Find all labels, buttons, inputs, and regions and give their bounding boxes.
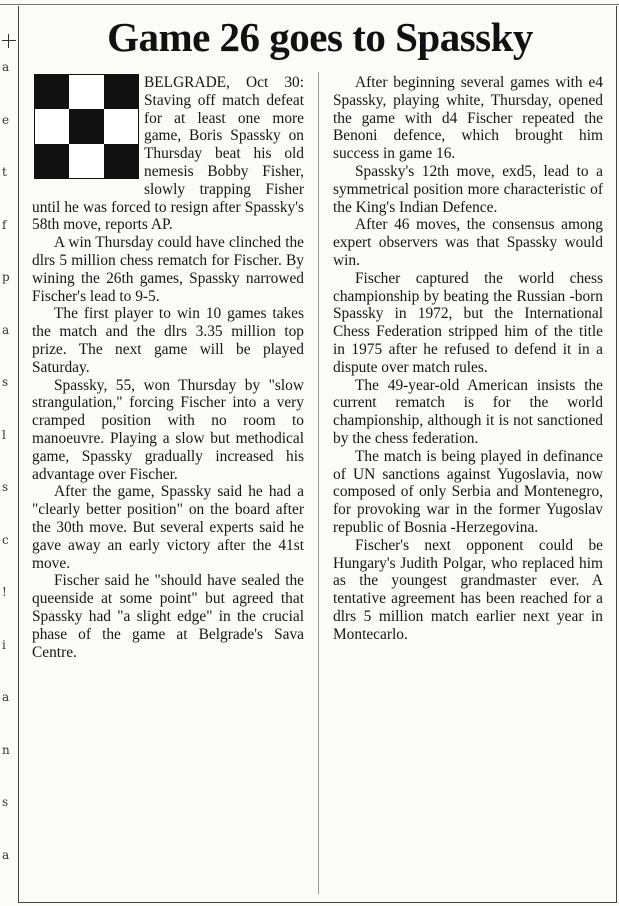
paragraph: Spassky, 55, won Thursday by "slow strangulation," forcing Fischer into a very cramped position with no room to manoeuvre. Playing a slow but methodical game, Spassky gradually increased his advantage over Fischer. <box>32 376 304 483</box>
top-rule <box>0 0 619 5</box>
paragraph: Spassky's 12th move, exd5, lead to a symmetrical position more characteristic of the King's Indian Defence. <box>333 162 603 216</box>
gutter-char: e <box>2 113 10 127</box>
column-divider <box>318 72 319 894</box>
paragraph: After 46 moves, the consensus among expert observers was that Spassky would win. <box>333 216 603 269</box>
gutter-char: t <box>2 165 7 179</box>
article-column-right <box>333 74 603 644</box>
gutter-char: n <box>2 743 10 757</box>
adjacent-column-fragment <box>0 60 14 900</box>
gutter-char: f <box>2 218 7 232</box>
paragraph: BELGRADE, Oct 30: Staving off match defeat for at least one more game, Boris Spassky on Thursday beat his old nemesis Bobby Fisher, slowly trapping Fisher until he was forced to resign after Spassky's 58th move, reports AP. <box>32 74 304 234</box>
paragraph: After the game, Spassky said he had a "clearly better position" on the board after the 30th move. But several experts said he gave away an early victory after the 41st move. <box>32 483 304 572</box>
gutter-char: c <box>2 533 9 547</box>
gutter-char: p <box>2 270 10 284</box>
gutter-char: s <box>2 480 9 494</box>
gutter-char: l <box>2 428 6 442</box>
paragraph: Fischer's next opponent could be Hungary's Judith Polgar, who replaced him as the youngest grandmaster ever. A tentative agreement has been reached for a dlrs 5 million match earlier next year in Montecarlo. <box>333 536 603 643</box>
logo-spacer <box>32 74 144 182</box>
headline: Game 26 goes to Spassky <box>107 14 533 60</box>
gutter-char: a <box>2 848 10 862</box>
paragraph: The first player to win 10 games takes the match and the dlrs 3.35 million top prize. The next game will be played Saturday. <box>32 305 304 376</box>
paragraph: Fischer captured the world chess championship by beating the Russian -born Spassky in 1972, but the International Chess Federation stripped him of the title in 1975 after he refused to defend it in a dispute over match rules. <box>333 269 603 376</box>
paragraph: The 49-year-old American insists the current rematch is for the world championship, although it is not sanctioned by the chess federation. <box>333 376 603 447</box>
paragraph: Fischer said he "should have sealed the queenside at some point" but agreed that Spassky had "a slight edge" in the crucial phase of the game at Belgrade's Sava Centre. <box>32 572 304 661</box>
gutter-char: i <box>2 638 6 652</box>
paragraph: After beginning several games with e4 Spassky, playing white, Thursday, opened the game with d4 Fischer repeated the Benoni defence, which brought him success in game 16. <box>333 74 603 163</box>
gutter-char: a <box>2 60 10 74</box>
gutter-char: a <box>2 690 10 704</box>
gutter-char: ! <box>2 585 7 599</box>
paragraph: The match is being played in definance of UN sanctions against Yugoslavia, now composed of only Serbia and Montenegro, for provoking war in the former Yugoslav republic of Bosnia -Herzegovina. <box>333 447 603 536</box>
crop-mark <box>2 34 16 48</box>
article-column-left <box>32 74 304 661</box>
gutter-char: s <box>2 795 9 809</box>
paragraph: A win Thursday could have clinched the dlrs 5 million chess rematch for Fischer. By wining the 26th games, Spassky narrowed Fischer's lead to 9-5. <box>32 234 304 305</box>
gutter-char: a <box>2 323 10 337</box>
gutter-char: s <box>2 375 9 389</box>
